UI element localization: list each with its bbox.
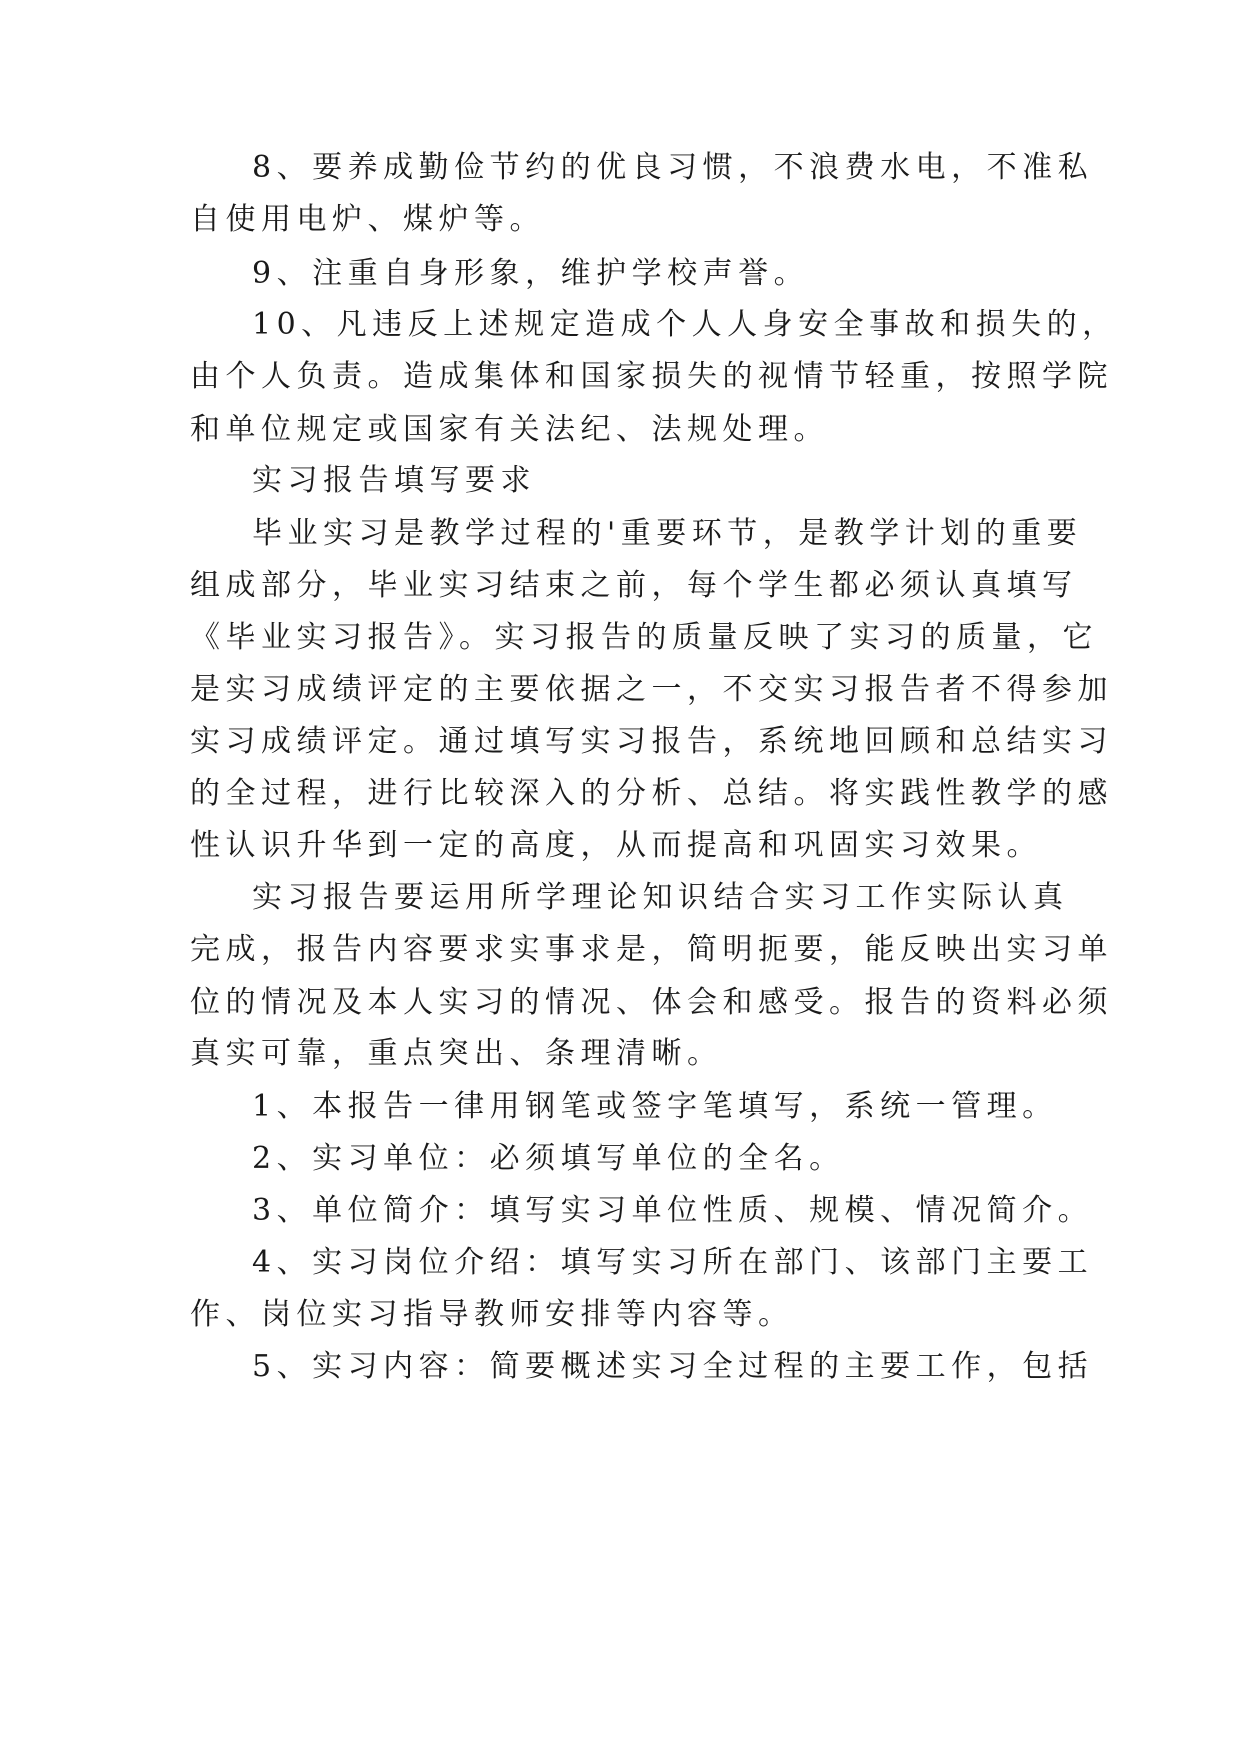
text-line: 2、实习单位：必须填写单位的全名。 xyxy=(252,1141,845,1176)
text-line: 位的情况及本人实习的情况、体会和感受。报告的资料必须 xyxy=(190,985,1113,1020)
text-line: 《毕业实习报告》。实习报告的质量反映了实习的质量，它 xyxy=(190,620,1098,655)
text-line: 的全过程，进行比较深入的分析、总结。将实践性教学的感 xyxy=(190,776,1113,811)
text-line: 完成，报告内容要求实事求是，简明扼要，能反映出实习单 xyxy=(190,932,1113,967)
text-line: 由个人负责。造成集体和国家损失的视情节轻重，按照学院 xyxy=(190,359,1113,394)
text-line: 毕业实习是教学过程的'重要环节，是教学计划的重要 xyxy=(252,516,1083,551)
text-line: 10、凡违反上述规定造成个人人身安全事故和损失的， xyxy=(252,307,1118,342)
section-heading: 实习报告填写要求 xyxy=(252,463,536,498)
text-line: 1、本报告一律用钢笔或签字笔填写，系统一管理。 xyxy=(252,1089,1058,1124)
text-line: 真实可靠，重点突出、条理清晰。 xyxy=(190,1036,723,1071)
text-line: 是实习成绩评定的主要依据之一，不交实习报告者不得参加 xyxy=(190,672,1113,707)
text-line: 8、要养成勤俭节约的优良习惯，不浪费水电，不准私 xyxy=(252,150,1094,185)
text-line: 自使用电炉、煤炉等。 xyxy=(190,202,545,237)
text-line: 3、单位简介：填写实习单位性质、规模、情况简介。 xyxy=(252,1193,1094,1228)
text-line: 作、岗位实习指导教师安排等内容等。 xyxy=(190,1297,794,1332)
text-line: 实习成绩评定。通过填写实习报告，系统地回顾和总结实习 xyxy=(190,724,1113,759)
text-line: 实习报告要运用所学理论知识结合实习工作实际认真 xyxy=(252,880,1069,915)
text-line: 和单位规定或国家有关法纪、法规处理。 xyxy=(190,412,829,447)
text-line: 性认识升华到一定的高度，从而提高和巩固实习效果。 xyxy=(190,828,1042,863)
text-line: 4、实习岗位介绍：填写实习所在部门、该部门主要工 xyxy=(252,1245,1094,1280)
text-line: 5、实习内容：简要概述实习全过程的主要工作，包括 xyxy=(252,1349,1094,1384)
text-line: 组成部分，毕业实习结束之前，每个学生都必须认真填写 xyxy=(190,568,1078,603)
text-line: 9、注重自身形象，维护学校声誉。 xyxy=(252,256,810,291)
